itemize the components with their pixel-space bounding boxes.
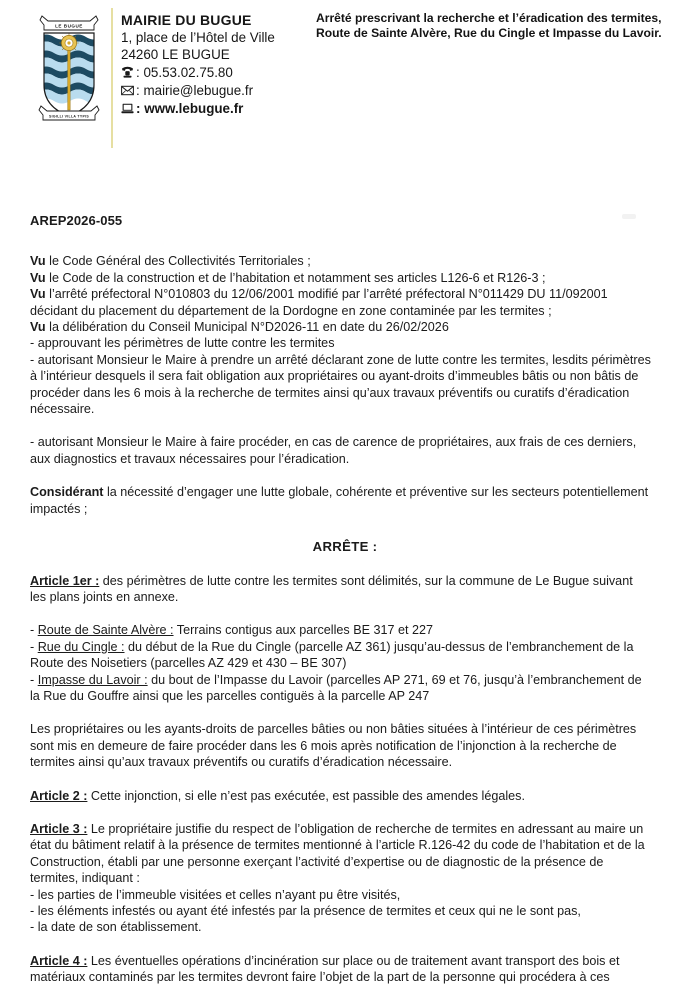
deliberation-item: - autorisant Monsieur le Maire à prendre un arrêté déclarant zone de lutte contre les termites, lesdits périmètres à l’intérieur desquels il sera fait obligation aux propriétaires ou ayant-droits d’immeubles bâtis ou non bâtis de procéder dans les 6 mois à la recherche de termites ainsi qu’aux travaux préventifs ou curatifs d’éradication nécessaire. bbox=[30, 352, 651, 417]
visa-label: Vu bbox=[30, 270, 46, 285]
visa-text: le Code de la construction et de l’habitation et notamment ses articles L126-6 et R126-3 ; bbox=[45, 270, 546, 285]
document-title-line-1: Arrêté prescrivant la recherche et l’éradication des termites, bbox=[316, 11, 662, 25]
visa-text: la délibération du Conseil Municipal N°D2026-11 en date du 26/02/2026 bbox=[45, 320, 449, 335]
perimeter-dash: - bbox=[30, 639, 38, 654]
document-title bbox=[316, 11, 672, 42]
perimeter-detail: du début de la Rue du Cingle (parcelle AZ 361) jusqu’au-dessus de l’embranchement de la Route des Noisetiers (parcelles AZ 429 et 430 – BE 307) bbox=[30, 639, 634, 671]
letterhead-divider bbox=[111, 8, 113, 148]
arrete-heading-wrap bbox=[30, 539, 660, 555]
article-4-text: Les éventuelles opérations d’incinération sur place ou de traitement avant transport des bois et matériaux contaminés par les termites devront faire l’objet de la part de la personne qui procédera à ces bbox=[30, 953, 620, 985]
envelope-icon bbox=[121, 83, 136, 100]
visa-text: le Code Général des Collectivités Territoriales ; bbox=[45, 254, 311, 269]
visa-item bbox=[30, 270, 652, 286]
website-value: www.lebugue.fr bbox=[144, 101, 244, 117]
article-3-label: Article 3 : bbox=[30, 821, 88, 836]
perimeter-item bbox=[30, 672, 652, 705]
visa-item bbox=[30, 319, 652, 335]
visa-item bbox=[30, 286, 652, 319]
article-1-paragraph bbox=[30, 573, 652, 606]
mairie-address-block bbox=[121, 12, 306, 118]
monitor-icon bbox=[121, 101, 136, 118]
article-2-label: Article 2 : bbox=[30, 788, 88, 803]
email-value: mairie@lebugue.fr bbox=[143, 82, 254, 98]
article-2-paragraph bbox=[30, 788, 652, 804]
perimeter-name: Rue du Cingle : bbox=[37, 639, 125, 654]
visa-label: Vu bbox=[30, 254, 46, 269]
telephone-icon bbox=[121, 65, 136, 82]
article-1-text: des périmètres de lutte contre les termites sont délimités, sur la commune de Le Bugue suivant les plans joints en annexe. bbox=[30, 573, 633, 604]
email-separator: : bbox=[136, 82, 140, 98]
organization-name: MAIRIE DU BUGUE bbox=[121, 12, 252, 28]
visa-label: Vu bbox=[30, 287, 46, 302]
phone-row bbox=[121, 64, 306, 82]
arrete-heading: ARRÊTE : bbox=[312, 539, 378, 555]
visa-label: Vu bbox=[30, 320, 46, 335]
article-1-closing: Les propriétaires ou les ayants-droits de parcelles bâties ou non bâties situées à l’intérieur de ces périmètres sont mis en demeure de faire procéder dans les 6 mois après notification de l’injonction à la recherche de termites ainsi qu’aux travaux préventifs ou curatifs d’éradication nécessaire. bbox=[30, 722, 637, 770]
document-title-line-2: Route de Sainte Alvère, Rue du Cingle et Impasse du Lavoir. bbox=[316, 26, 662, 41]
article-3-item: - les éléments infestés ou ayant été infestés par la présence de termites et ceux qui ne le sont pas, bbox=[30, 904, 581, 918]
considerant-paragraph bbox=[30, 484, 652, 517]
svg-text:SIGILLI VILLA TYPIS: SIGILLI VILLA TYPIS bbox=[49, 114, 89, 119]
perimeter-dash: - bbox=[30, 623, 38, 638]
considerant-label: Considérant bbox=[30, 485, 104, 500]
article-2-text: Cette injonction, si elle n’est pas exécutée, est passible des amendes légales. bbox=[87, 788, 525, 803]
article-3-item: - les parties de l’immeuble visitées et celles n’ayant pu être visités, bbox=[30, 887, 401, 902]
perimeter-detail: Terrains contigus aux parcelles BE 317 et 227 bbox=[173, 623, 434, 638]
email-row bbox=[121, 82, 306, 100]
perimeter-dash: - bbox=[30, 672, 38, 687]
letterhead bbox=[0, 0, 680, 150]
article-1-label: Article 1er : bbox=[30, 573, 100, 588]
article-3-paragraph bbox=[30, 821, 652, 887]
perimeter-name: Route de Sainte Alvère : bbox=[37, 623, 174, 638]
coat-of-arms-shield-icon bbox=[36, 12, 102, 128]
considerant-text: la nécessité d’engager une lutte globale, cohérente et préventive sur les secteurs potentiellement impactés ; bbox=[30, 485, 649, 516]
perimeter-item bbox=[30, 622, 652, 638]
visa-item bbox=[30, 253, 652, 269]
address-line-2: 24260 LE BUGUE bbox=[121, 47, 230, 63]
website-separator: : bbox=[136, 101, 141, 117]
svg-text:LE BUGUE: LE BUGUE bbox=[55, 23, 83, 29]
perimeter-name: Impasse du Lavoir : bbox=[37, 672, 148, 687]
deliberation-item: - autorisant Monsieur le Maire à faire procéder, en cas de carence de propriétaires, aux frais de ces derniers, aux diagnostics et travaux nécessaires pour l’éradication. bbox=[30, 435, 637, 466]
article-3-item: - la date de son établissement. bbox=[30, 920, 202, 935]
article-3-text: Le propriétaire justifie du respect de l’obligation de recherche de termites en adressant au maire un état du bâtiment relatif à la présence de termites mentionné à l’article R.126-42 du code de l’habitation et de la Construction, établi par une personne exerçant l’activité d’expertise ou de diagnostic de la présence de termites, indiquant : bbox=[30, 821, 645, 886]
address-line-1: 1, place de l’Hôtel de Ville bbox=[121, 30, 275, 46]
phone-value: 05.53.02.75.80 bbox=[143, 64, 233, 80]
perimeter-item bbox=[30, 639, 652, 672]
reference-number: AREP2026-055 bbox=[30, 213, 123, 228]
website-row bbox=[121, 100, 306, 118]
deliberation-item: - approuvant les périmètres de lutte contre les termites bbox=[30, 336, 335, 351]
article-4-label: Article 4 : bbox=[30, 953, 88, 968]
document-body bbox=[30, 213, 652, 986]
article-4-paragraph bbox=[30, 953, 652, 986]
perimeter-detail: du bout de l’Impasse du Lavoir (parcelles AP 271, 69 et 76, jusqu’à l’embranchement de la Rue du Gouffre ainsi que les parcelles contiguës à la parcelle AP 247 bbox=[30, 672, 642, 703]
visa-text: l’arrêté préfectoral N°010803 du 12/06/2001 modifié par l’arrêté préfectoral N°011429 DU 11/092001 décidant du placement du département de la Dordogne en zone contaminée par les termites ; bbox=[30, 287, 608, 318]
phone-separator: : bbox=[136, 64, 140, 80]
